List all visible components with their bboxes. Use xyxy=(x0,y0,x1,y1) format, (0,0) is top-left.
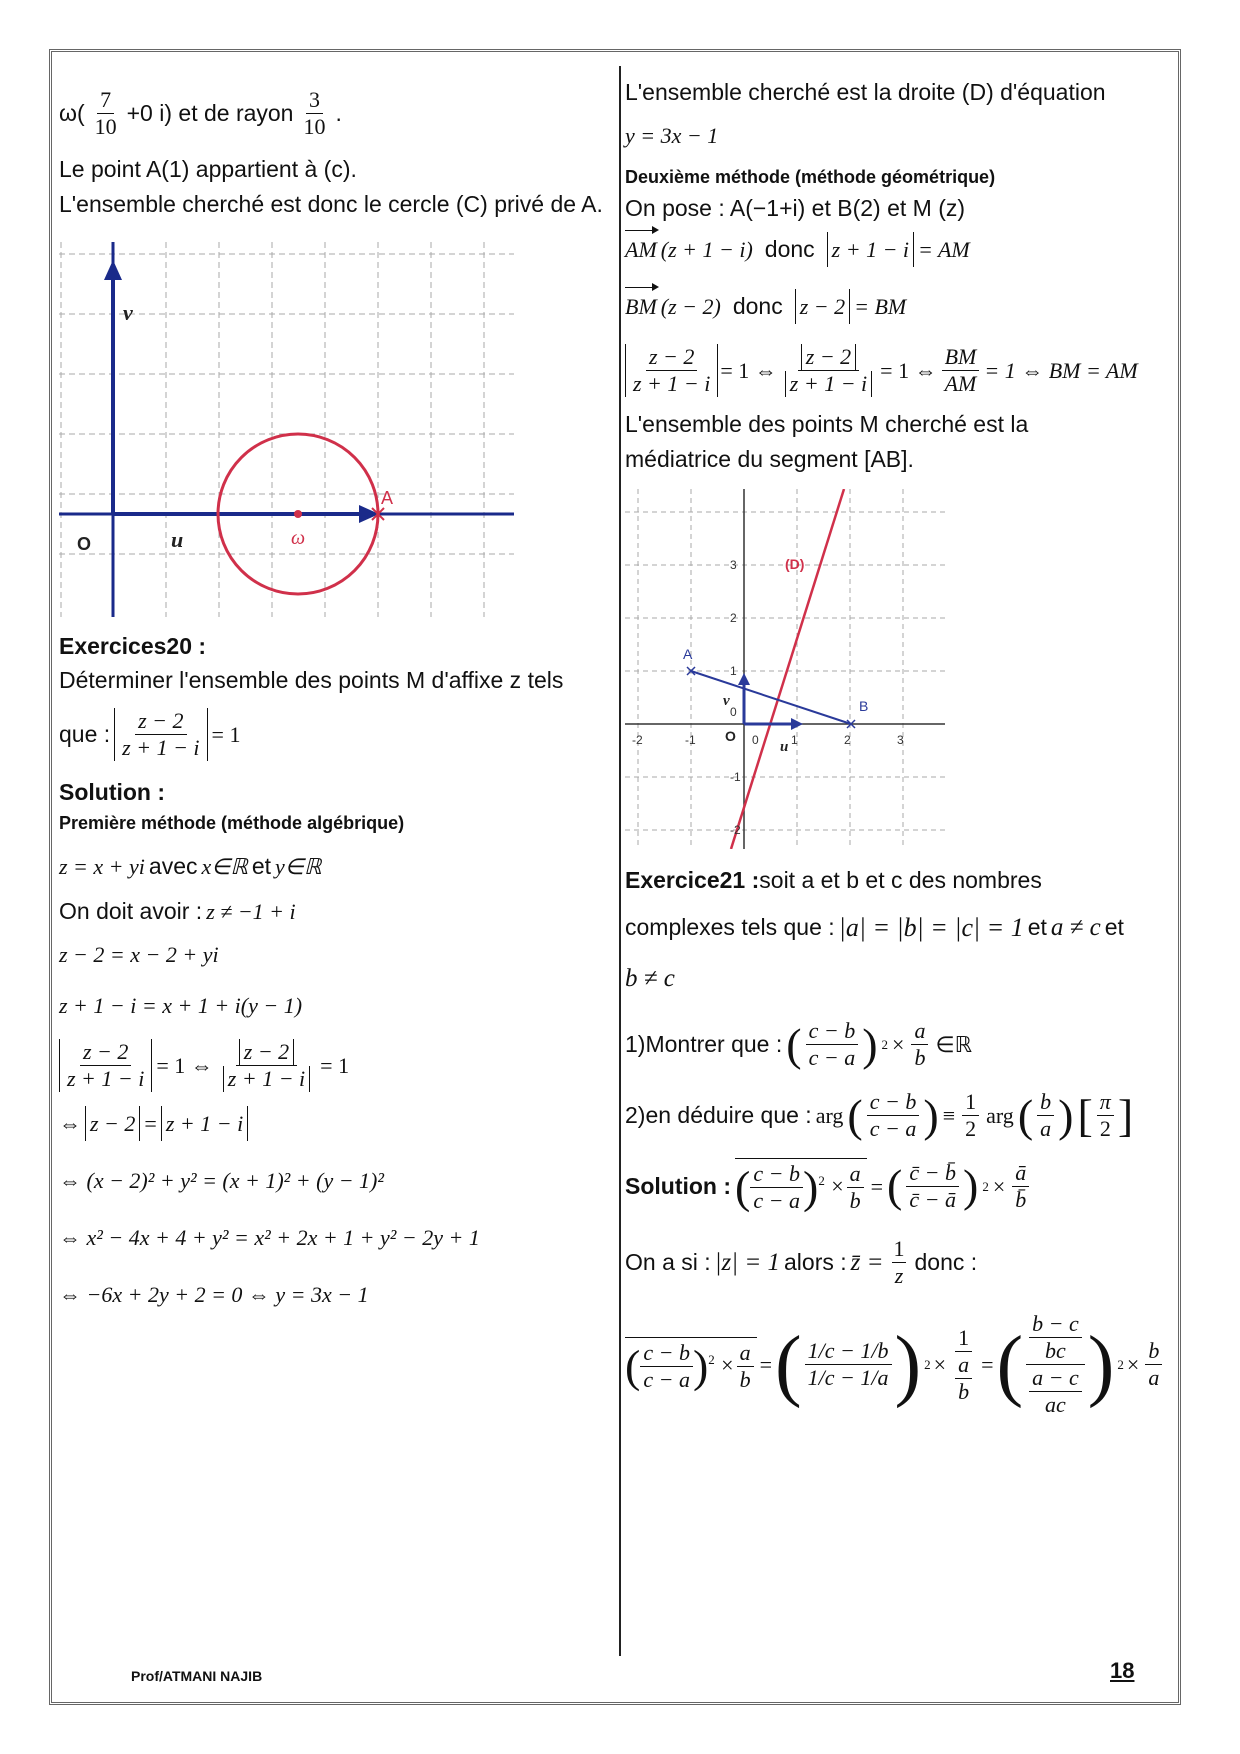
point-a-line: Le point A(1) appartient à (c). xyxy=(59,156,357,182)
x-tick-label: 0 xyxy=(752,733,759,747)
svg-text:O: O xyxy=(725,728,736,744)
circle-figure xyxy=(59,242,514,617)
question-2: 2)en déduire que : arg ( $\frac{c - b}{c - a}$ ) ≡ $\frac{1}{2}$ arg ( $\frac{b}{a}$ ) [ $\frac{\pi}{2}$ ] xyxy=(625,1089,1134,1141)
x-tick-label: -1 xyxy=(685,733,696,747)
svg-text:u: u xyxy=(171,527,184,552)
y-tick-label: 3 xyxy=(730,558,737,572)
exercise21-line-1: Exercice21 :soit a et b et c des nombres xyxy=(625,867,1042,893)
y-tick-label: 1 xyxy=(730,664,737,678)
mediatrice-line-1: L'ensemble des points M cherché est la xyxy=(625,411,1029,437)
algebra-line-5: ⇔ (x − 2)² + y² = (x + 1)² + (y − 1)² xyxy=(59,1168,384,1193)
line-figure xyxy=(625,489,945,849)
omega-point xyxy=(294,510,302,518)
u-arrow-icon xyxy=(791,718,803,730)
svg-text:v: v xyxy=(723,693,730,709)
x-tick-label: -2 xyxy=(632,733,643,747)
svg-text:O: O xyxy=(77,534,92,554)
footer-page-number: 18 xyxy=(1110,1658,1135,1683)
exercise21-cond3: b ≠ c xyxy=(625,965,675,992)
droite-equation: y = 3x − 1 xyxy=(625,123,719,148)
algebra-line-2: z + 1 − i = x + 1 + i(y − 1) xyxy=(59,993,303,1018)
omega-mid-text: +0 i) et de rayon xyxy=(126,100,294,126)
omega-prefix: ω( xyxy=(59,100,85,126)
exercise21-line-2: complexes tels que : |a| = |b| = |c| = 1 et a ≠ c et xyxy=(625,913,1124,942)
exercise20-text: Déterminer l'ensemble des points M d'affixe z tels xyxy=(59,667,564,693)
chain-equation: $\frac{z - 2}{z + 1 - i}$ = 1 ⇔ $\frac{z - 2}{z + 1 - i}$ = 1 ⇔ $\frac{BM}{AM}$ = 1 ⇔ BM = AM xyxy=(625,344,1173,397)
u-arrow-icon xyxy=(359,505,379,523)
final-equation: ( $\frac{c - b}{c - a}$ )$^2$ × $\frac{a}{b}$ = ( $\frac{1/c - 1/b}{1/c - 1/a}$ ) 2 × $\frac{1}{\frac{a}{b}}$ = ( $\frac{\frac{b - c}{bc}}{\frac{a - c}{ac}}$ ) 2 × $\frac{b}{a}$ xyxy=(625,1311,1173,1418)
v-arrow-icon xyxy=(104,260,122,280)
segment-ab xyxy=(691,671,851,724)
solution-21: Solution : ( $\frac{c - b}{c - a}$ )$^2$ × $\frac{a}{b}$ = ( $\frac{c̄ - b̄}{c̄ - ā}$ ) 2 × $\frac{ā}{b̄}$ xyxy=(625,1158,1173,1214)
x-tick-label: 1 xyxy=(791,733,798,747)
left-column xyxy=(59,75,611,1312)
am-line: AM (z + 1 − i) donc z + 1 − i = AM xyxy=(625,232,1173,267)
mediatrice-line-2: médiatrice du segment [AB]. xyxy=(625,446,914,472)
v-arrow-icon xyxy=(738,673,750,685)
omega-line: ω( $\frac{7}{10}$ +0 i) et de rayon $\frac{3}{10}$ . xyxy=(59,87,342,139)
x-tick-label: 2 xyxy=(844,733,851,747)
svg-text:(D): (D) xyxy=(785,556,805,572)
footer-author: Prof/ATMANI NAJIB xyxy=(131,1668,263,1684)
solution-heading: Solution : xyxy=(59,779,166,805)
svg-text:A: A xyxy=(381,488,394,508)
exercise20-title: Exercices20 : xyxy=(59,633,207,659)
y-tick-label: -1 xyxy=(730,770,741,784)
modulus-line: On a si : |z| = 1 alors : z̄ = $\frac{1}{z}$ donc : xyxy=(625,1236,978,1288)
algebra-line-7: ⇔ −6x + 2y + 2 = 0 ⇔ y = 3x − 1 xyxy=(59,1282,369,1307)
radius-fraction: $\frac{3}{10}$ xyxy=(303,87,326,139)
condition-line: On doit avoir : z ≠ −1 + i xyxy=(59,898,296,924)
question-1: 1)Montrer que : ( $\frac{c - b}{c - a}$ ) 2 × $\frac{a}{b}$ ∈ℝ xyxy=(625,1018,973,1070)
droite-line: L'ensemble cherché est la droite (D) d'équation xyxy=(625,79,1106,105)
right-column xyxy=(625,75,1173,1418)
y-tick-label: 2 xyxy=(730,611,737,625)
y-tick-label: -2 xyxy=(730,823,741,837)
exercise20-equation: que : $\frac{z - 2}{z + 1 - i}$ = 1 xyxy=(59,708,241,760)
z-definition: z = x + yi avec x∈ℝ et y∈ℝ xyxy=(59,853,322,879)
x-tick-label: 3 xyxy=(897,733,904,747)
svg-text:ω: ω xyxy=(291,527,306,549)
svg-text:v: v xyxy=(123,300,133,325)
svg-text:u: u xyxy=(780,739,789,755)
algebra-line-3: $\frac{z - 2}{z + 1 - i}$ = 1 ⇔ $\frac{z - 2}{z + 1 - i}$ = 1 xyxy=(59,1039,611,1092)
method2-heading: Deuxième méthode (méthode géométrique) xyxy=(625,167,996,187)
svg-text:A: A xyxy=(683,646,693,662)
y-tick-label: 0 xyxy=(730,705,737,719)
algebra-line-6: ⇔ x² − 4x + 4 + y² = x² + 2x + 1 + y² − 2y + 1 xyxy=(59,1225,480,1250)
on-pose-line: On pose : A(−1+i) et B(2) et M (z) xyxy=(625,195,966,221)
svg-text:B: B xyxy=(859,698,869,714)
algebra-line-4: ⇔ z − 2 = z + 1 − i xyxy=(59,1106,611,1141)
bm-line: BM (z − 2) donc z − 2 = BM xyxy=(625,289,1173,324)
line-d xyxy=(731,489,844,849)
algebra-line-1: z − 2 = x − 2 + yi xyxy=(59,942,219,967)
circle-conclusion: L'ensemble cherché est donc le cercle (C) privé de A. xyxy=(59,191,603,217)
omega-fraction: $\frac{7}{10}$ xyxy=(94,87,117,139)
column-divider xyxy=(619,66,621,1656)
method1-heading: Première méthode (méthode algébrique) xyxy=(59,813,405,833)
